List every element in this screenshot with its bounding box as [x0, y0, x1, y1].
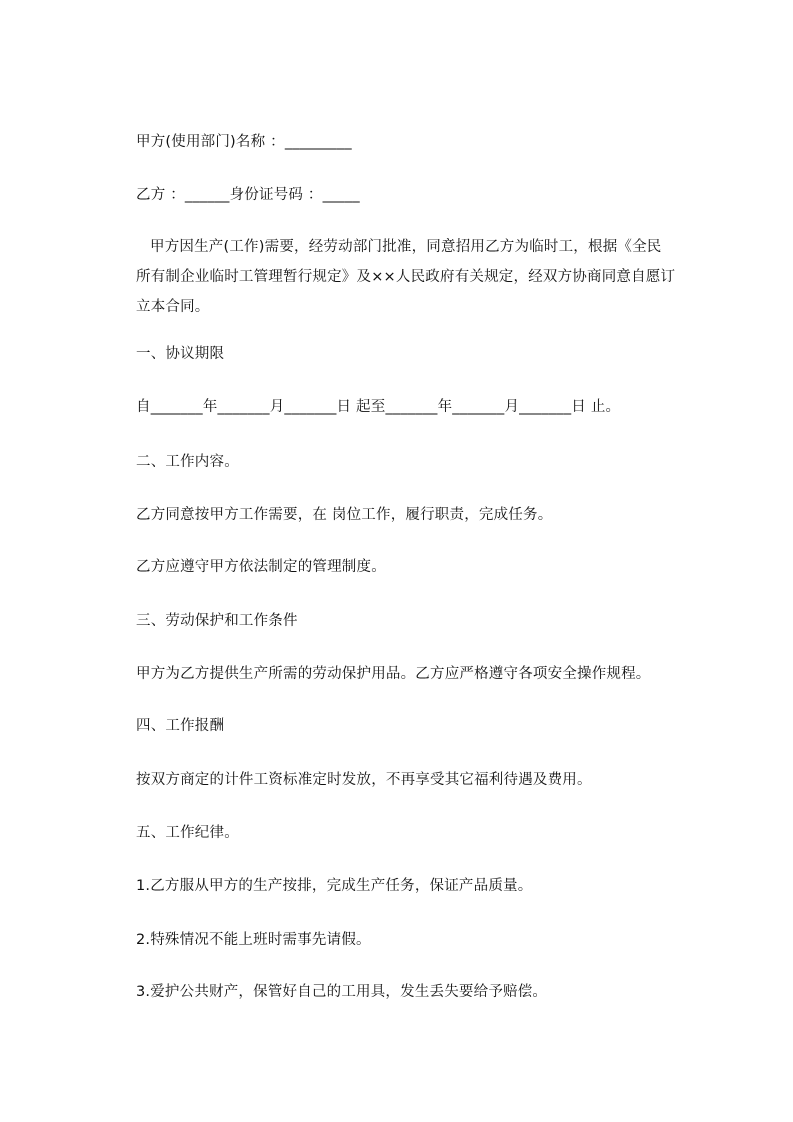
section-3-paragraph-1: 甲方为乙方提供生产所需的劳动保护用品。乙方应严格遵守各项安全操作规程。	[136, 666, 651, 682]
section-2-title: 二、工作内容。	[136, 454, 239, 470]
section-5-title: 五、工作纪律。	[136, 825, 239, 841]
section-2-paragraph-1: 乙方同意按甲方工作需要，在 岗位工作，履行职责，完成任务。	[136, 507, 553, 523]
preamble-line-1: 甲方因生产(工作)需要，经劳动部门批准，同意招用乙方为临时工，根据《全民	[150, 239, 662, 255]
party-b-line: 乙方 ：______身份证号码 ：_____	[136, 187, 360, 203]
section-2-paragraph-2: 乙方应遵守甲方依法制定的管理制度。	[136, 559, 386, 575]
preamble-line-2: 所有制企业临时工管理暂行规定》及××人民政府有关规定，经双方协商同意自愿订	[136, 269, 676, 285]
preamble-line-3: 立本合同。	[136, 299, 210, 315]
section-1-term: 自_______年_______月_______日 起至_______年_______月_______日 止。	[136, 399, 621, 415]
section-5-item-1: 1.乙方服从甲方的生产按排，完成生产任务，保证产品质量。	[136, 878, 533, 894]
section-1-title: 一、协议期限	[136, 346, 225, 362]
section-3-title: 三、劳动保护和工作条件	[136, 613, 298, 629]
section-4-title: 四、工作报酬	[136, 718, 225, 734]
section-5-item-2: 2.特殊情况不能上班时需事先请假。	[136, 932, 371, 948]
section-4-paragraph-1: 按双方商定的计件工资标准定时发放，不再享受其它福利待遇及费用。	[136, 772, 592, 788]
party-a-line: 甲方(使用部门)名称 ：_________	[136, 134, 352, 150]
section-5-item-3: 3.爱护公共财产，保管好自己的工用具，发生丢失要给予赔偿。	[136, 984, 548, 1000]
